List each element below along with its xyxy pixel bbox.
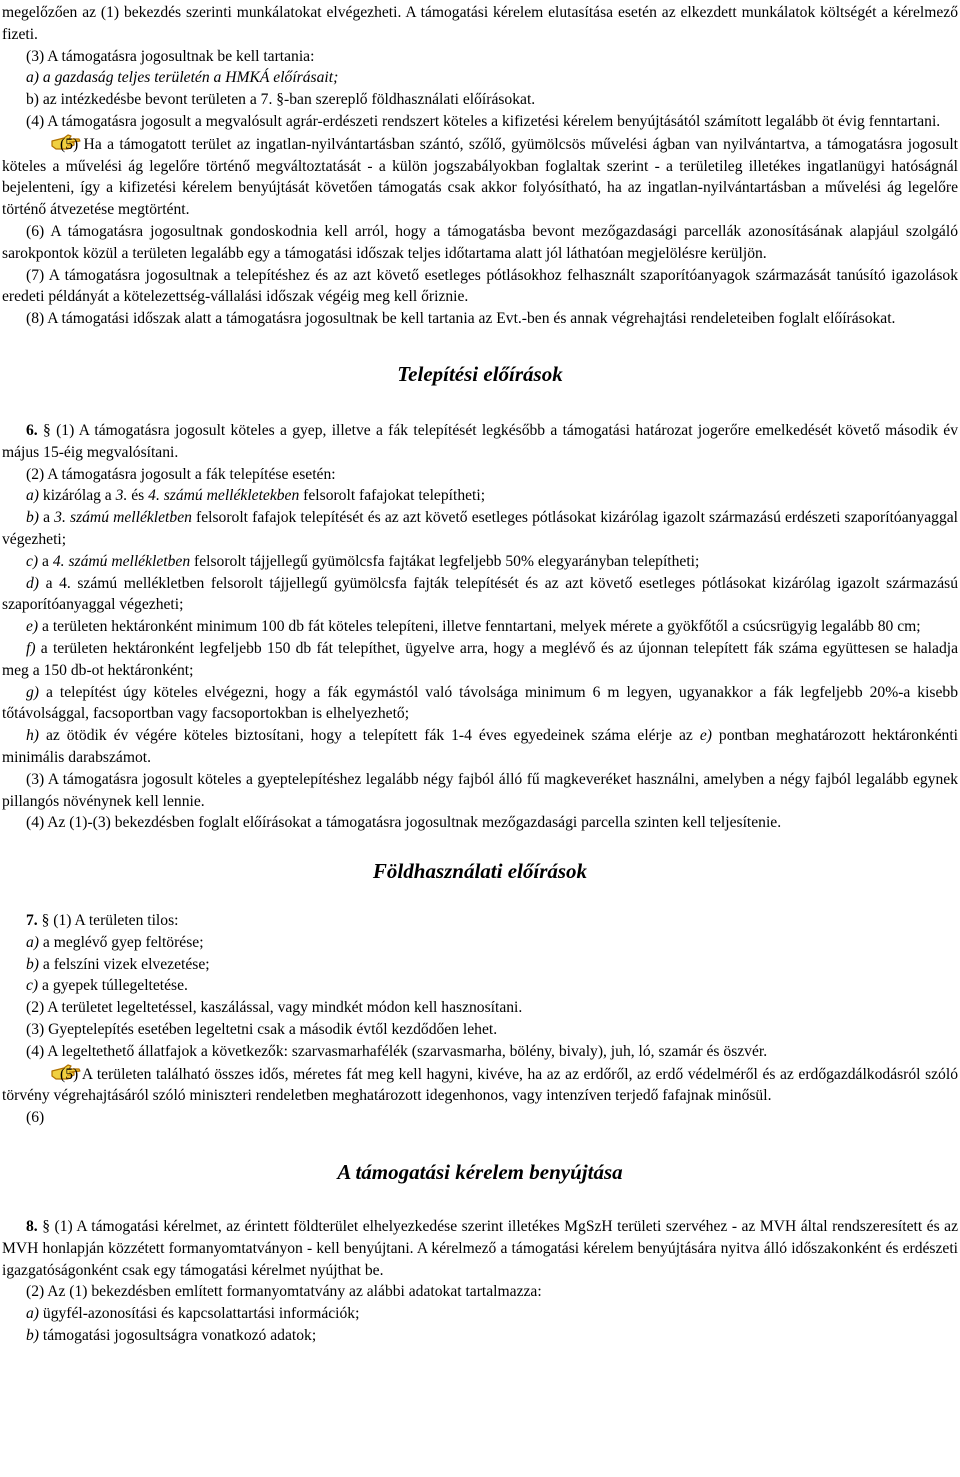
paragraph: 7. § (1) A területen tilos: (26, 912, 179, 930)
paragraph: (4) Az (1)-(3) bekezdésben foglalt előírásokat a támogatásra jogosultnak mezőgazdasági parcella szinten kell teljesítenie. (26, 814, 782, 832)
paragraph: (3) A támogatásra jogosultnak be kell tartania: (26, 47, 315, 65)
paragraph: (8) A támogatási időszak alatt a támogatásra jogosultnak be kell tartania az Evt.-ben és annak végrehajtási rendeleteiben foglalt előírásokat. (26, 310, 896, 328)
list-item: b) támogatási jogosultságra vonatkozó adatok; (26, 1327, 317, 1345)
list-item: f) a területen hektáronként legfeljebb 150 db fát telepíthet, ügyelve arra, hogy a meglévő és az újonnan telepített fák száma együttesen se haladja meg a 150 db-ot hektáronként; (2, 639, 958, 679)
paragraph: (2) A támogatásra jogosult a fák telepítése esetén: (26, 465, 336, 483)
paragraph: (4) A támogatásra jogosult a megvalósult agrár-erdészeti rendszert köteles a kifizetési kérelem benyújtásától számított legalább öt évig fenntartani. (26, 112, 941, 130)
list-item: h) az ötödik év végére köteles biztosítani, hogy a telepített fák 1-4 éves egyedeinek száma elérje az e) pontban meghatározott hektáronkénti minimális darabszámot. (2, 727, 958, 766)
pointing-hand-icon (26, 133, 58, 152)
paragraph-text: (5) Ha a támogatott terület az ingatlan-nyilvántartásban szántó, szőlő, gyümölcsös művelési ágban van nyilvántartva, a támogatásra jogosult köteles a művelési ág legelőre történő megváltoztatását - a külön jogszabályokban foglaltak szerint - a területileg illetékes ingatlanügyi hatóságnál bejelenteni, így a kifizetési kérelem benyújtását követően támogatás csak akkor folyósítható, ha az ingatlan-nyilvántartásban a művelési ág legelőre történő átvezetése megtörtént. (2, 135, 958, 219)
list-item (2, 67, 958, 89)
list-item: e) a területen hektáronként minimum 100 db fát köteles telepíteni, illetve fenntartani, melyek mérete a gyökfőtől a csúcsrügyig legalább 80 cm; (26, 618, 921, 636)
paragraph: (3) Gyeptelepítés esetében legeltetni csak a második évtől kezdődően lehet. (26, 1021, 498, 1039)
list-item: d) a 4. számú mellékletben felsorolt tájjellegű gyümölcsfa fajták telepítését és az azt követő esetleges pótlásokat kizárólag igazolt származású szaporítóanyaggal végezheti; (2, 574, 958, 614)
paragraph: megelőzően az (1) bekezdés szerinti munkálatokat elvégezheti. A támogatási kérelem elutasítása esetén az elkezdett munkálatok költségét a kérelmező fizeti. (2, 4, 958, 43)
list-item: g) a telepítést úgy köteles elvégezni, hogy a fák egymástól való távolsága minimum 6 m legyen, ugyanakkor a fák legfeljebb 20%-a kisebb tőtávolsággal, facsoportban vagy facsoportokban is elhelyezhető; (2, 683, 958, 723)
section-heading: A támogatási kérelem benyújtása (337, 1159, 623, 1184)
list-item: b) az intézkedésbe bevont területen a 7. §-ban szereplő földhasználati előírásokat. (26, 91, 536, 109)
paragraph (2, 133, 958, 221)
paragraph: (7) A támogatásra jogosultnak a telepítéshez és az azt követő esetleges pótlásokhoz felhasznált szaporítóanyagok származását tanúsító igazolások eredeti példányát a kötelezettség-vállalási időszak végéig meg kell őriznie. (2, 266, 958, 306)
list-item: b) a 3. számú mellékletben felsorolt fafajok telepítését és az azt követő esetleges pótlásokat kizárólag igazolt származású erdészeti szaporítóanyaggal végezheti; (2, 509, 958, 548)
pointing-hand-icon (26, 1063, 58, 1082)
paragraph: (4) A legeltethető állatfajok a következők: szarvasmarhafélék (szarvasmarha, bölény, bivaly), juh, ló, szamár és öszvér. (26, 1042, 768, 1060)
list-item: b) a felszíni vizek elvezetése; (26, 955, 210, 973)
paragraph (2, 1063, 958, 1108)
paragraph: (2) Az (1) bekezdésben említett formanyomtatvány az alábbi adatokat tartalmazza: (26, 1283, 542, 1301)
list-item: a) kizárólag a 3. és 4. számú mellékletekben felsorolt fafajokat telepítheti; (26, 487, 486, 505)
section-heading: Földhasználati előírások (372, 859, 588, 884)
list-item: a) ügyfél-azonosítási és kapcsolattartási információk; (26, 1305, 360, 1323)
paragraph: (3) A támogatásra jogosult köteles a gyeptelepítéshez legalább négy fajból álló fű magkeveréket használni, amelyben a négy fajból legalább egynek pillangós növénynek kell lennie. (2, 770, 958, 810)
list-item: c) a 4. számú mellékletben felsorolt tájjellegű gyümölcsfa fajtákat legfeljebb 50% elegyarányban telepítheti; (26, 552, 700, 570)
list-item: a) a meglévő gyep feltörése; (26, 933, 204, 951)
paragraph: (6) A támogatásra jogosultnak gondoskodnia kell arról, hogy a támogatásba bevont mezőgazdasági parcellák azonosításának alapjául szolgáló sarokpontok közül a területen legalább egy a támogatási időszak teljes időtartama alatt jól láthatóan megjelölésre kerüljön. (2, 222, 958, 262)
paragraph: 8. § (1) A támogatási kérelmet, az érintett földterület elhelyezkedése szerint illetékes MgSzH területi szervéhez - az MVH által rendszeresített és az MVH honlapján közzétett formanyomtatványon - kell benyújtani. A kérelmező a támogatási kérelem benyújtására nyitva álló időszakonként és erdészeti igazgatóságonként csak egy támogatási kérelmet nyújthat be. (2, 1218, 958, 1279)
paragraph: (2) A területet legeltetéssel, kaszálással, vagy mindkét módon kell hasznosítani. (26, 999, 523, 1017)
paragraph: (6) (26, 1109, 45, 1127)
list-item: c) a gyepek túllegeltetése. (26, 977, 188, 995)
section-heading: Telepítési előírások (397, 362, 563, 387)
paragraph-text: (5) A területen található összes idős, méretes fát meg kell hagyni, kivéve, ha az az erdőről, az erdő védelméről és az erdőgazdálkodásról szóló törvény végrehajtásáról szóló miniszteri rendeletben meghatározott idegenhonos, vagy intenzíven terjedő fafajnak minősül. (2, 1065, 958, 1105)
paragraph: 6. § (1) A támogatásra jogosult köteles a gyep, illetve a fák telepítését legkésőbb a támogatási határozat jogerőre emelkedését követő második év május 15-éig megvalósítani. (2, 421, 958, 461)
list-item-text: a) a gazdaság teljes területén a HMKÁ előírásait; (26, 69, 339, 87)
